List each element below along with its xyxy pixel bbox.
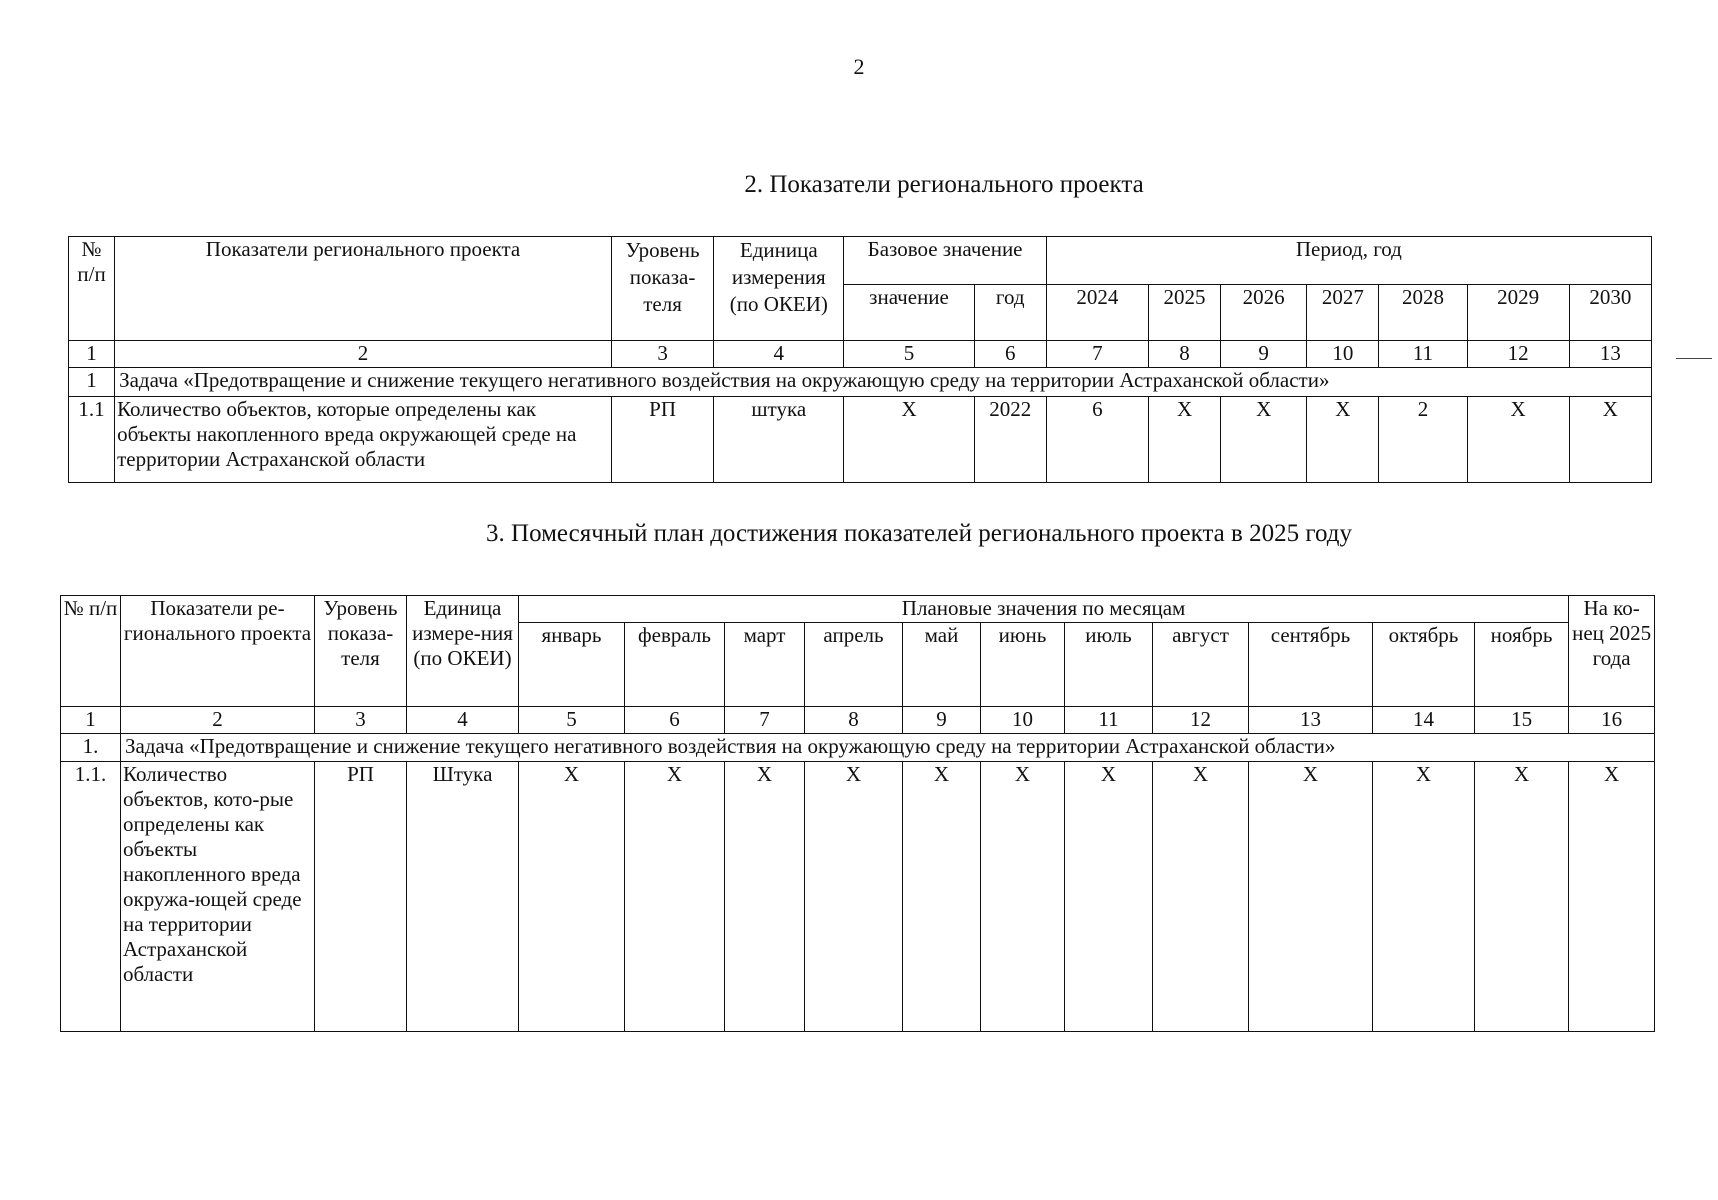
header-level: Уровень показа-теля bbox=[611, 237, 713, 341]
scan-artifact-line bbox=[1676, 358, 1712, 359]
row-base-year: 2022 bbox=[974, 397, 1046, 483]
row-indicator-name: Количество объектов, кото-рые определены как объекты накопленного вреда окружа-ющей среде на территории Астраханской области bbox=[121, 762, 315, 1032]
header-month: март bbox=[725, 623, 805, 707]
col-number: 7 bbox=[1046, 341, 1148, 368]
header-month: июнь bbox=[981, 623, 1065, 707]
row-month-value: X bbox=[1373, 762, 1475, 1032]
header-year: 2029 bbox=[1467, 285, 1569, 341]
header-month: май bbox=[903, 623, 981, 707]
row-num: 1.1 bbox=[69, 397, 115, 483]
header-base-year: год bbox=[974, 285, 1046, 341]
col-number: 5 bbox=[519, 707, 625, 734]
section-2-title: 2. Показатели регионального проекта bbox=[744, 171, 1144, 198]
header-indicator: Показатели ре-гионального проекта bbox=[121, 596, 315, 707]
header-month: сентябрь bbox=[1249, 623, 1373, 707]
row-num: 1.1. bbox=[61, 762, 121, 1032]
col-number: 14 bbox=[1373, 707, 1475, 734]
header-num: № п/п bbox=[69, 237, 115, 341]
col-number: 1 bbox=[69, 341, 115, 368]
col-number: 13 bbox=[1569, 341, 1651, 368]
monthly-plan-table bbox=[60, 595, 1655, 1032]
col-number: 15 bbox=[1475, 707, 1569, 734]
col-number: 3 bbox=[315, 707, 407, 734]
header-year: 2024 bbox=[1046, 285, 1148, 341]
header-month: ноябрь bbox=[1475, 623, 1569, 707]
row-month-value: X bbox=[1153, 762, 1249, 1032]
row-base-value: X bbox=[844, 397, 974, 483]
header-month: апрель bbox=[805, 623, 903, 707]
col-number: 13 bbox=[1249, 707, 1373, 734]
col-number: 11 bbox=[1065, 707, 1153, 734]
header-period: Период, год bbox=[1046, 237, 1651, 285]
col-number: 12 bbox=[1153, 707, 1249, 734]
col-number: 3 bbox=[611, 341, 713, 368]
task-text: Задача «Предотвращение и снижение текущего негативного воздействия на окружающую среду на территории Астраханской области» bbox=[115, 368, 1652, 397]
header-year: 2030 bbox=[1569, 285, 1651, 341]
header-month: январь bbox=[519, 623, 625, 707]
task-num: 1. bbox=[61, 734, 121, 762]
col-number: 2 bbox=[115, 341, 612, 368]
task-num: 1 bbox=[69, 368, 115, 397]
col-number: 6 bbox=[974, 341, 1046, 368]
header-year: 2025 bbox=[1148, 285, 1220, 341]
row-month-value: X bbox=[1249, 762, 1373, 1032]
col-number: 10 bbox=[1307, 341, 1379, 368]
col-number: 1 bbox=[61, 707, 121, 734]
header-level: Уровень показа-теля bbox=[315, 596, 407, 707]
row-level: РП bbox=[611, 397, 713, 483]
header-year: 2028 bbox=[1379, 285, 1467, 341]
row-unit: Штука bbox=[407, 762, 519, 1032]
row-year-value: 2 bbox=[1379, 397, 1467, 483]
row-month-value: X bbox=[981, 762, 1065, 1032]
row-year-value: X bbox=[1307, 397, 1379, 483]
header-month: июль bbox=[1065, 623, 1153, 707]
task-text: Задача «Предотвращение и снижение текущего негативного воздействия на окружающую среду на территории Астраханской области» bbox=[121, 734, 1655, 762]
section-3-title: 3. Помесячный план достижения показателей регионального проекта в 2025 году bbox=[486, 520, 1352, 547]
header-unit: Единица измере-ния (по ОКЕИ) bbox=[407, 596, 519, 707]
row-year-value: X bbox=[1467, 397, 1569, 483]
header-num: № п/п bbox=[61, 596, 121, 707]
col-number: 6 bbox=[625, 707, 725, 734]
col-number: 8 bbox=[1148, 341, 1220, 368]
row-month-value: X bbox=[903, 762, 981, 1032]
indicators-table bbox=[68, 236, 1652, 483]
row-end-of-year-value: X bbox=[1569, 762, 1655, 1032]
row-year-value: 6 bbox=[1046, 397, 1148, 483]
header-month: февраль bbox=[625, 623, 725, 707]
header-month: октябрь bbox=[1373, 623, 1475, 707]
row-month-value: X bbox=[725, 762, 805, 1032]
row-month-value: X bbox=[625, 762, 725, 1032]
col-number: 4 bbox=[714, 341, 844, 368]
row-month-value: X bbox=[1475, 762, 1569, 1032]
col-number: 5 bbox=[844, 341, 974, 368]
col-number: 16 bbox=[1569, 707, 1655, 734]
header-end-of-year: На ко-нец 2025 года bbox=[1569, 596, 1655, 707]
row-month-value: X bbox=[805, 762, 903, 1032]
row-month-value: X bbox=[519, 762, 625, 1032]
col-number: 9 bbox=[903, 707, 981, 734]
header-month: август bbox=[1153, 623, 1249, 707]
header-year: 2027 bbox=[1307, 285, 1379, 341]
page-number: 2 bbox=[853, 54, 865, 79]
row-year-value: X bbox=[1569, 397, 1651, 483]
row-indicator-name: Количество объектов, которые определены как объекты накопленного вреда окружающей среде на территории Астраханской области bbox=[115, 397, 612, 483]
col-number: 11 bbox=[1379, 341, 1467, 368]
col-number: 12 bbox=[1467, 341, 1569, 368]
header-base: Базовое значение bbox=[844, 237, 1046, 285]
header-indicator: Показатели регионального проекта bbox=[115, 237, 612, 341]
col-number: 10 bbox=[981, 707, 1065, 734]
row-year-value: X bbox=[1221, 397, 1307, 483]
col-number: 4 bbox=[407, 707, 519, 734]
header-planned: Плановые значения по месяцам bbox=[519, 596, 1569, 623]
row-month-value: X bbox=[1065, 762, 1153, 1032]
header-year: 2026 bbox=[1221, 285, 1307, 341]
header-base-value: значение bbox=[844, 285, 974, 341]
col-number: 8 bbox=[805, 707, 903, 734]
row-level: РП bbox=[315, 762, 407, 1032]
col-number: 9 bbox=[1221, 341, 1307, 368]
col-number: 7 bbox=[725, 707, 805, 734]
header-unit: Единица измерения (по ОКЕИ) bbox=[714, 237, 844, 341]
row-unit: штука bbox=[714, 397, 844, 483]
row-year-value: X bbox=[1148, 397, 1220, 483]
col-number: 2 bbox=[121, 707, 315, 734]
